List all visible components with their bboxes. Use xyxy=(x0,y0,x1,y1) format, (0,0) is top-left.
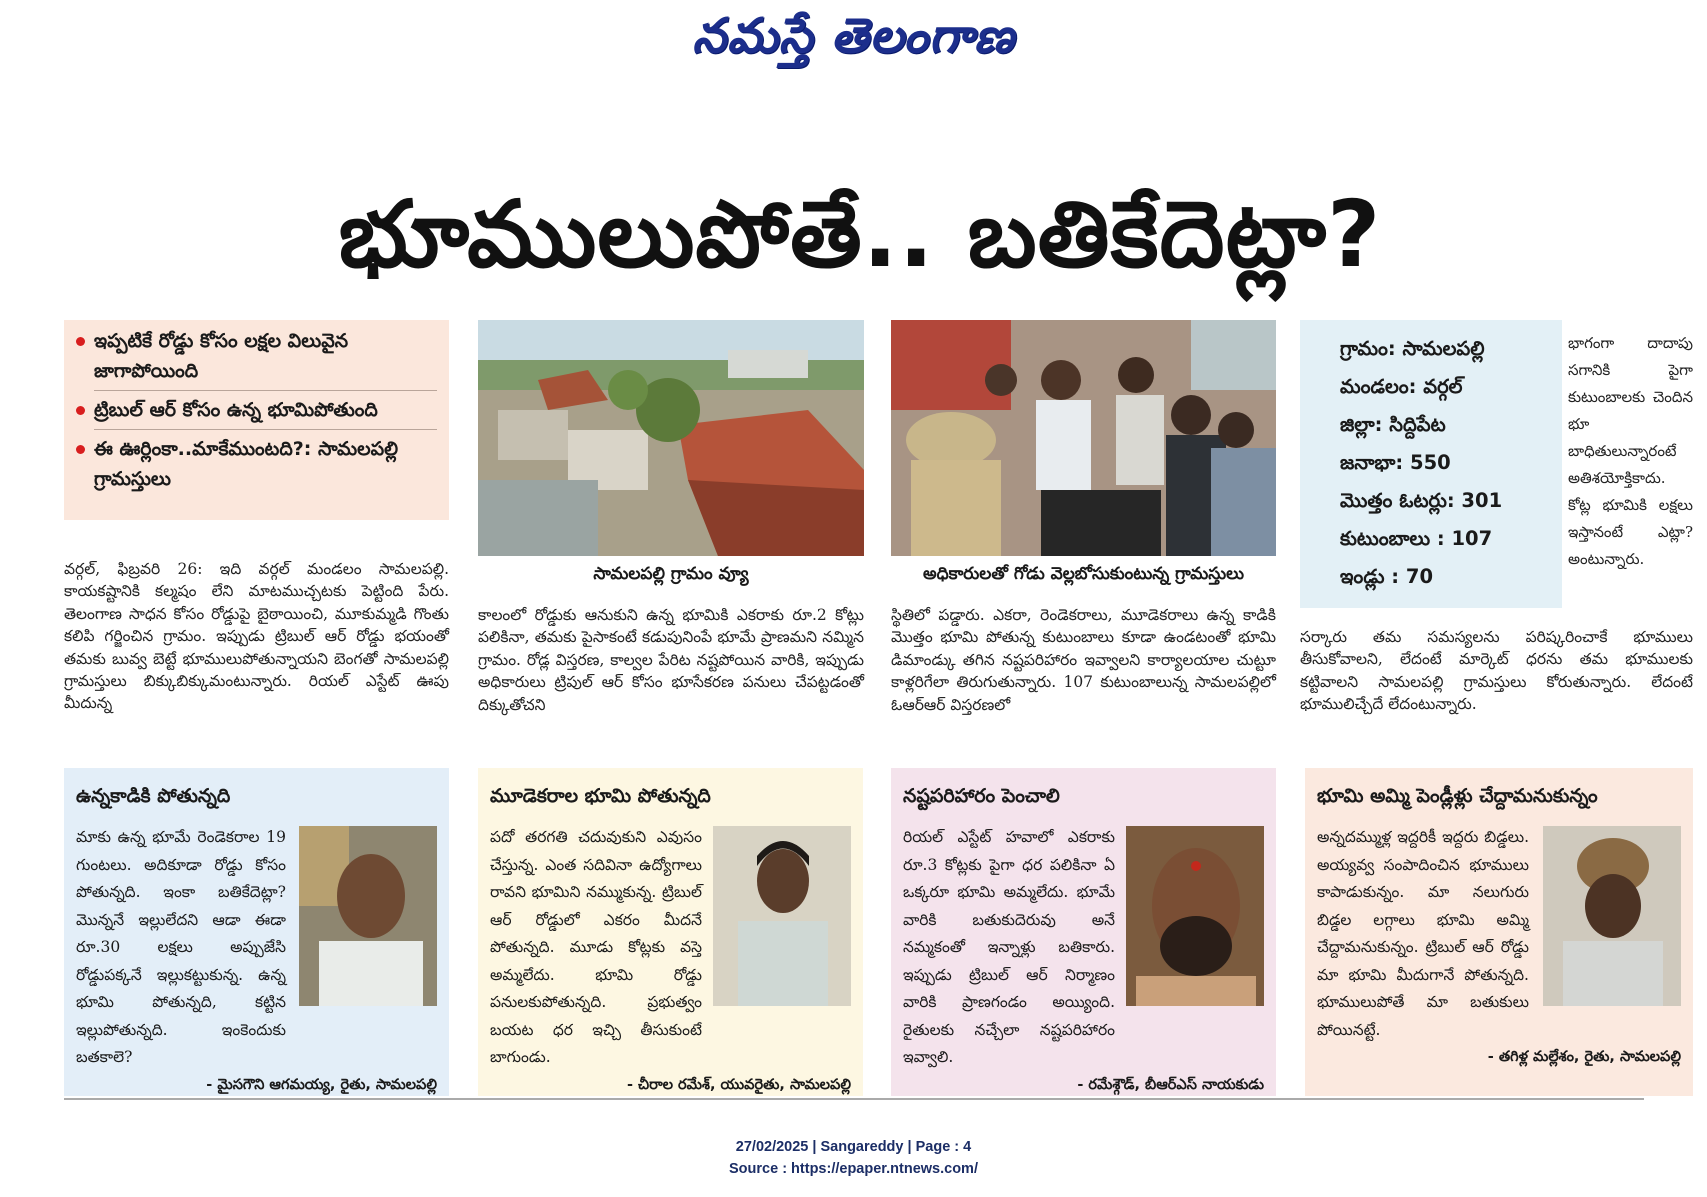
quote-signature: - తగిళ్ల మల్లేశం, రైతు, సామలపల్లి xyxy=(1487,1049,1681,1065)
photo-caption: అధికారులతో గోడు వెల్లబోసుకుంటున్న గ్రామస్తులు xyxy=(922,564,1245,584)
village-view-photo xyxy=(478,320,864,556)
farmer-portrait xyxy=(1543,826,1681,1006)
quote-signature: - చీరాల రమేశ్, యువరైతు, సామలపల్లి xyxy=(626,1076,851,1093)
quote-box xyxy=(478,768,863,1096)
bullet-dot-icon xyxy=(76,406,85,415)
article-column-1: వర్గల్, ఫిబ్రవరి 26: ఇది వర్గల్ మండలం సామలపల్లి. కాయకష్టానికి కల్మషం లేని మాటముచ్చటకు పెట్టింది పేరు. తెలంగాణ సాధన కోసం రోడ్డుపై బైఠాయించి, మూకుమ్మడి గొంతు కలిపి గర్జించిన గ్రామం. ఇప్పుడు ట్రిబుల్ ఆర్ రోడ్డు భయంతో తమకు బువ్వ బెట్టే భూములుపోతున్నాయని బెంగతో సామలపల్లి గ్రామస్తులు బిక్కుబిక్కుమంటున్నారు. రియల్ ఎస్టేట్ ఊపు మీదున్న xyxy=(64,560,449,713)
bullet-dot-icon xyxy=(76,445,85,454)
quote-text: అన్నదమ్ముళ్ల ఇద్దరికీ ఇద్దరు బిడ్డలు. అయ్యవ్వ సంపాదించిన భూములు కాపాడుకున్నం. మా నలుగురు బిడ్డల లగ్గాలు భూమి అమ్మి చేద్దామనుకున్నం. ట్రిబుల్ ఆర్ రోడ్డు మా భూమి మీదుగానే పోతున్నది. భూములుపోతే మా బతుకులు పోయినట్టే. xyxy=(1317,828,1529,1039)
portrait-illustration xyxy=(1126,826,1264,1006)
article-column-3: స్థితిలో పడ్డారు. ఎకరా, రెండెకరాలు, మూడెకరాలు ఉన్న కాడికి మొత్తం భూమి పోతున్న కుటుంబాలు కూడా ఉండటంతో భూమి డిమాండ్కు తగిన నష్టపరిహారం ఇవ్వాలని కార్యాలయాల చుట్టూ కాళ్లరిగేలా తిరుగుతున్నారు. 107 కుటుంబాలున్న సామలపల్లిలో ఓఆర్ఆర్ విస్తరణలో xyxy=(891,606,1276,714)
photo-caption: సామలపల్లి గ్రామం వ్యూ xyxy=(593,564,749,584)
info-population: జనాభా: 550 xyxy=(1340,451,1451,474)
info-mandal: మండలం: వర్గల్ xyxy=(1340,375,1463,398)
quote-text: పదో తరగతి చదువుకుని ఎవుసం చేస్తున్న. ఎంత సదివినా ఉద్యోగాలు రావని భూమిని నమ్ముకున్న. ట్రిబుల్ ఆర్ రోడ్డులో ఎకరం మీదనే పోతున్నది. మూడు కోట్లకు వస్తె అమ్మలేదు. భూమి రోడ్డు పనులకుపోతున్నది. ప్రభుత్వం బయట ధర ఇచ్చి తీసుకుంటే బాగుండు. xyxy=(490,828,702,1066)
quote-text: రియల్ ఎస్టేట్ హవాలో ఎకరాకు రూ.3 కోట్లకు పైగా ధర పలికినా ఏ ఒక్కరూ భూమి అమ్మలేదు. భూమే వారికి బతుకుదెరువు అనే నమ్మకంతో ఇన్నాళ్లు బతికారు. ఇప్పుడు ట్రిబుల్ ఆర్ నిర్మాణం వారికి ప్రాణగండం అయ్యింది. రైతులకు నచ్చేలా నష్టపరిహారం ఇవ్వాలి. xyxy=(903,828,1115,1066)
quote-signature: - రమేశ్గౌడ్, బీఆర్ఎస్ నాయకుడు xyxy=(1077,1076,1264,1093)
bullet-item: ఇప్పటికే రోడ్డు కోసం లక్షల విలువైన జాగాపోయింది xyxy=(76,326,437,386)
info-district: జిల్లా: సిద్దిపేట xyxy=(1340,413,1446,436)
article-column-4: సర్కారు తమ సమస్యలను పరిష్కరించాకే భూములు తీసుకోవాలని, లేదంటే మార్కెట్ ధరను తమ భూములకు కట్టివాలని సామలపల్లి గ్రామస్తులు కోరుతున్నారు. లేదంటే భూములిచ్చేదే లేదంటున్నారు. xyxy=(1300,628,1693,714)
portrait-illustration xyxy=(1543,826,1681,1006)
youth-farmer-portrait xyxy=(713,826,851,1006)
divider xyxy=(94,390,437,391)
villagers-photo-illustration xyxy=(891,320,1276,556)
quote-box xyxy=(64,768,449,1096)
portrait-illustration xyxy=(713,826,851,1006)
masthead xyxy=(0,0,1707,80)
village-info-box xyxy=(1300,320,1562,608)
quote-box xyxy=(1305,768,1693,1096)
article-column-2: కాలంలో రోడ్డుకు ఆనుకుని ఉన్న భూమికి ఎకరాకు రూ.2 కోట్లు పలికినా, తమకు పైసాకంటే కడుపునింపే భూమే ప్రాణమని నమ్మిన గ్రామం. రోడ్ల విస్తరణ, కాల్వల పేరిట నష్టపోయిన వారికి, ఇప్పుడు అధికారులు ట్రిపుల్ ఆర్ కోసం భూసేకరణ పనులు చేపట్టడంతో దిక్కుతోచని xyxy=(478,606,864,714)
info-village: గ్రామం: సామలపల్లి xyxy=(1340,337,1485,360)
leader-portrait xyxy=(1126,826,1264,1006)
bullet-item: ఈ ఊర్లింకా..మాకేముంటది?: సామలపల్లి గ్రామస్తులు xyxy=(76,434,437,494)
quote-title: ఉన్నకాడికి పోతున్నది xyxy=(76,785,231,807)
bullet-box xyxy=(64,320,449,520)
quote-title: నష్టపరిహారం పెంచాలి xyxy=(903,785,1060,807)
page-divider xyxy=(64,1098,1644,1100)
page-footer xyxy=(0,1136,1707,1180)
farmer-portrait xyxy=(299,826,437,1006)
info-families: కుటుంబాలు : 107 xyxy=(1340,527,1493,550)
divider xyxy=(94,429,437,430)
villagers-photo xyxy=(891,320,1276,556)
quote-signature: - మైసగౌని ఆగమయ్య, రైతు, సామలపల్లి xyxy=(206,1076,437,1093)
quote-text: మాకు ఉన్న భూమే రెండెకరాల 19 గుంటలు. అదికూడా రోడ్డు కోసం పోతున్నది. ఇంకా బతికేదెట్లా? మొన్ననే ఇల్లులేదని ఆడా ఈడా రూ.30 లక్షలు అప్పుజేసి రోడ్డుపక్కనే ఇల్లుకట్టుకున్న. ఉన్న భూమి పోతున్నది, కట్టిన ఇల్లుపోతున్నది. ఇంకెందుకు బతకాలె? xyxy=(76,828,286,1066)
info-houses: ఇండ్లు : 70 xyxy=(1340,565,1434,588)
headline: భూములుపోతే.. బతికేదెట్లా? xyxy=(338,181,1382,288)
quote-title: భూమి అమ్మి పెండ్లీళ్లు చేద్దామనుకున్నం xyxy=(1317,785,1598,807)
info-voters: మొత్తం ఓటర్లు: 301 xyxy=(1340,489,1503,512)
bullet-item: ట్రిబుల్ ఆర్ కోసం ఉన్న భూమిపోతుంది xyxy=(76,395,437,425)
portrait-illustration xyxy=(299,826,437,1006)
village-photo-illustration xyxy=(478,320,864,556)
quote-title: మూడెకరాల భూమి పోతున్నది xyxy=(490,785,711,807)
bullet-dot-icon xyxy=(76,337,85,346)
footer-source: Source : https://epaper.ntnews.com/ xyxy=(729,1161,978,1177)
quote-box xyxy=(891,768,1276,1096)
footer-date-edition: 27/02/2025 | Sangareddy | Page : 4 xyxy=(735,1139,972,1155)
masthead-logo: నమస్తే తెలంగాణ xyxy=(692,8,1015,64)
side-column: భాగంగా దాదాపు సగానికి పైగా కుటుంబాలకు చెందిన భూ బాధితులున్నారంటే అతిశయోక్తికాదు. కోట్ల భూమికి లక్షలు ఇస్తానంటే ఎట్లా? అంటున్నారు. xyxy=(1568,334,1693,568)
